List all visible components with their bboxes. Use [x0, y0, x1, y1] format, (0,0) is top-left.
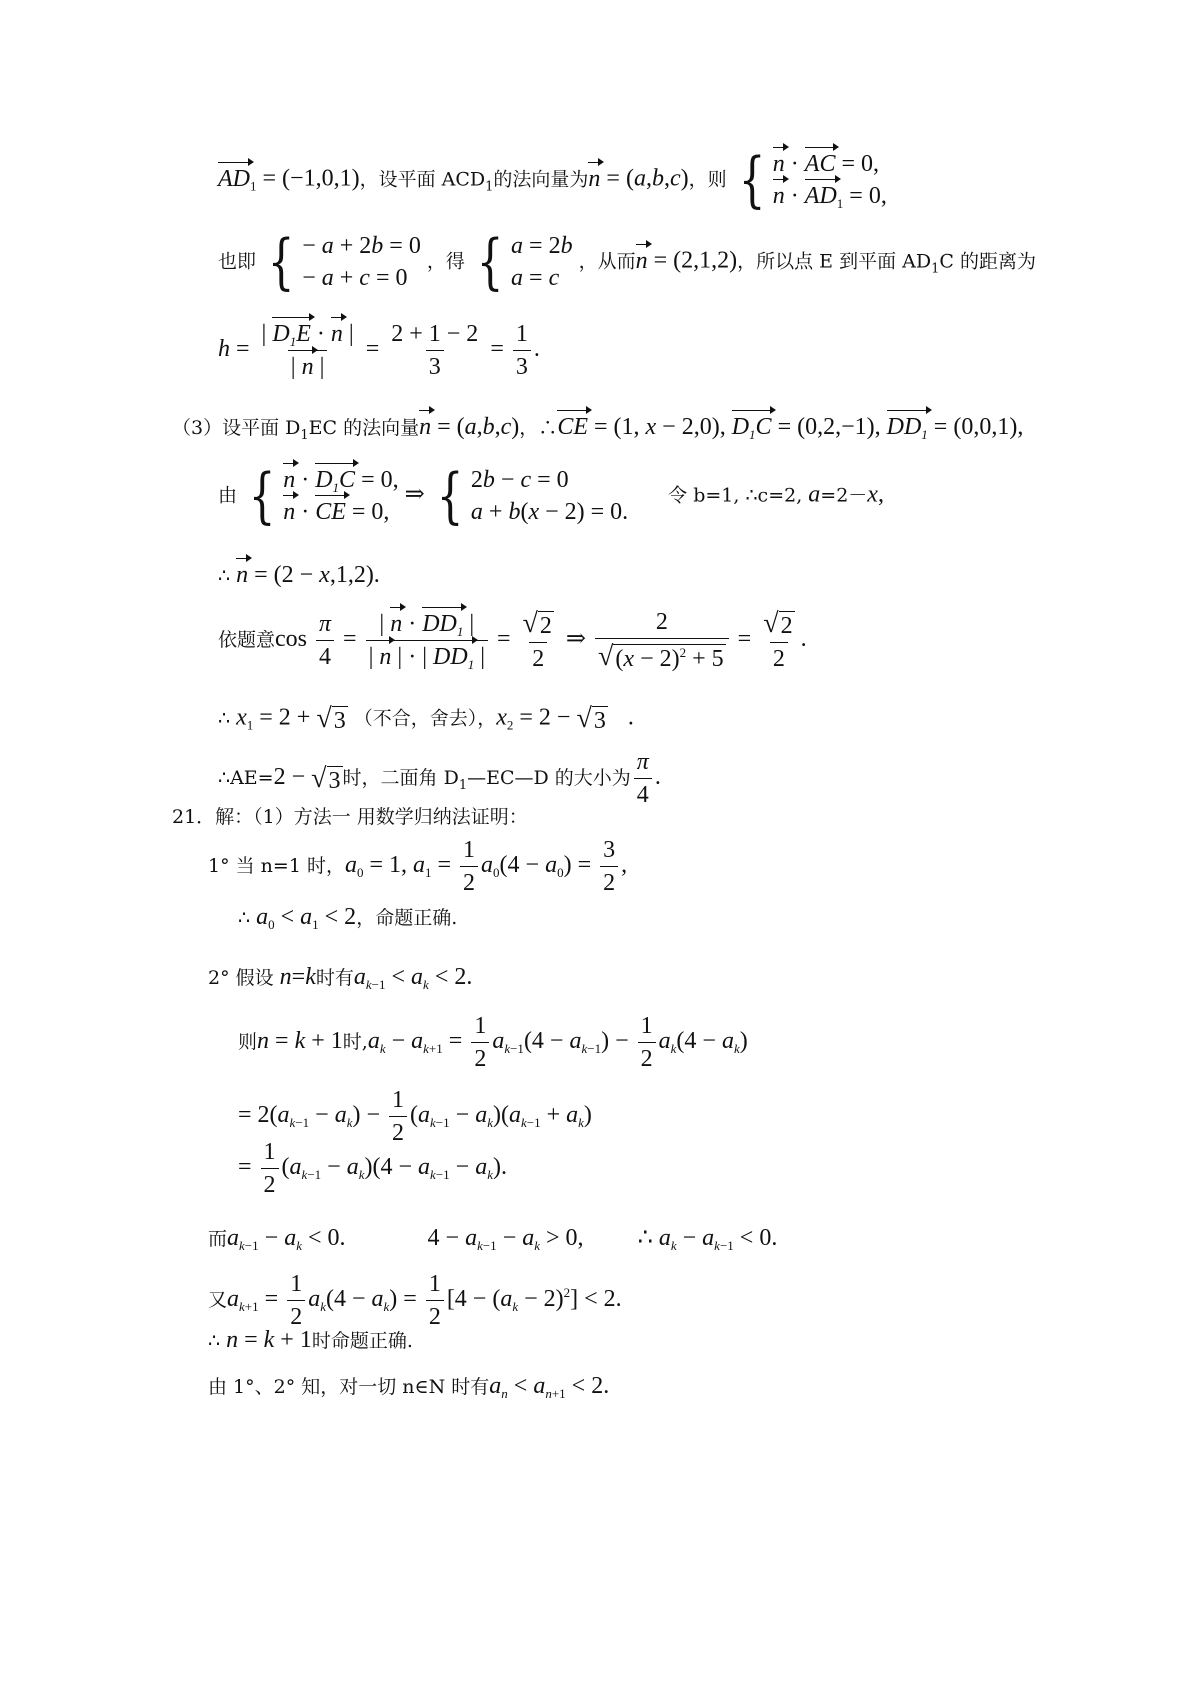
formula-line-8: ∴ $x_1 = 2$ + √ 3 （不合，舍去），$x_2 = 2$ − √ 3 . — [218, 703, 634, 734]
formula-line-17: 而$a_{k-1} - a_k < 0$. $4 - a_{k-1} - a_k > 0$, ∴ $a_k - a_{k-1} < 0$. — [208, 1225, 778, 1253]
formula-line-18: 又$a_{k+1}$ = $\frac{1}{2}$ $a_k(4 - a_k)$ = $\frac{1}{2}$ $[4 - (a_k - 2)^2] < 2$. — [208, 1271, 622, 1330]
formula-line-2: 也即 { − a + 2b = 0 − a + c = 0 ，得 { a = 2b a = c ，从而n = (2,1,2)，所以点 E 到平面 $AD_1C$ 的距离为 — [218, 227, 1036, 297]
formula-line-3: h = $\frac{| D_1E \cdot n |}{| n |}$ = $\frac{2 + 1 - 2}{3}$ = $\frac{1}{3}$ . — [218, 321, 540, 380]
formula-line-6: ∴ n = (2 − x,1,2). — [218, 562, 380, 588]
brace-system-5: { 2b − c = 0 a + b(x − 2) = 0. — [436, 461, 629, 531]
formula-line-5: 由 { $n \cdot D_1C = 0$, n · CE = 0, ⇒ { 2b − c = 0 a + b(x − 2) = 0. 令 b=1, ∴c=2, a=2－x, — [218, 461, 884, 531]
formula-line-11: 1° 当 n=1 时，$a_0 = 1$, $a_1$ = $\frac{1}{2}$ $a_0(4 - a_0)$ = $\frac{3}{2}$ , — [208, 837, 628, 896]
formula-line-12: ∴ $a_0 < a_1 < 2$，命题正确. — [238, 904, 458, 932]
formula-line-19: ∴ n = k + 1时命题正确. — [208, 1327, 413, 1353]
formula-line-9: ∴AE=2 − √ 3 时，二面角 $D_1—EC—D$ 的大小为 $\frac{\pi}{4}$ . — [218, 749, 661, 808]
formula-line-15: = $2(a_{k-1} - a_k)$ − $\frac{1}{2}$ $(a_{k-1} - a_k)(a_{k-1} + a_k)$ — [238, 1087, 592, 1146]
formula-line-14: 则n = k + 1时$,a_k - a_{k+1}$ = $\frac{1}{2}$ $a_{k-1}(4 - a_{k-1})$ − $\frac{1}{2}$ $a_k(4 - a_k)$ — [238, 1013, 748, 1072]
formula-line-1: $AD_1 = (-1,0,1)$，设平面 $ACD_1$的法向量为n = (a,b,c)，则 { n · AC = 0, $n \cdot AD_1 = 0$, — [218, 145, 887, 215]
formula-line-4: （3）设平面 $D_1EC$ 的法向量n = (a,b,c)，∴CE = (1, x − 2,0), $D_1C = (0,2,-1)$, $DD_1 = (0,0,1)$, — [172, 414, 1024, 443]
formula-line-20: 由 1°、2° 知，对一切 n∈N 时有$a_n < a_{n+1} < 2$. — [208, 1373, 610, 1401]
formula-line-7: 依题意cos $\frac{\pi}{4}$ = $\frac{| n \cdot DD_1 |}{| n | \cdot | DD_1 |}$ = √ 2 2 ⇒ 2 √ $(x - 2)^2 + 5$ = √ 2 2 . — [218, 608, 807, 672]
section-heading-21: 21．解：（1）方法一 用数学归纳法证明： — [172, 806, 528, 828]
brace-system-1: { n · AC = 0, $n \cdot AD_1 = 0$, — [738, 145, 887, 215]
brace-system-3: { a = 2b a = c — [476, 227, 573, 297]
formula-line-16: = $\frac{1}{2}$ $(a_{k-1} - a_k)(4 - a_{k-1} - a_k)$. — [238, 1139, 507, 1198]
brace-system-4: { $n \cdot D_1C = 0$, n · CE = 0, — [248, 461, 399, 531]
formula-line-13: 2° 假设 n=k时有$a_{k-1} < a_k < 2$. — [208, 964, 473, 992]
brace-system-2: { − a + 2b = 0 − a + c = 0 — [267, 227, 421, 297]
